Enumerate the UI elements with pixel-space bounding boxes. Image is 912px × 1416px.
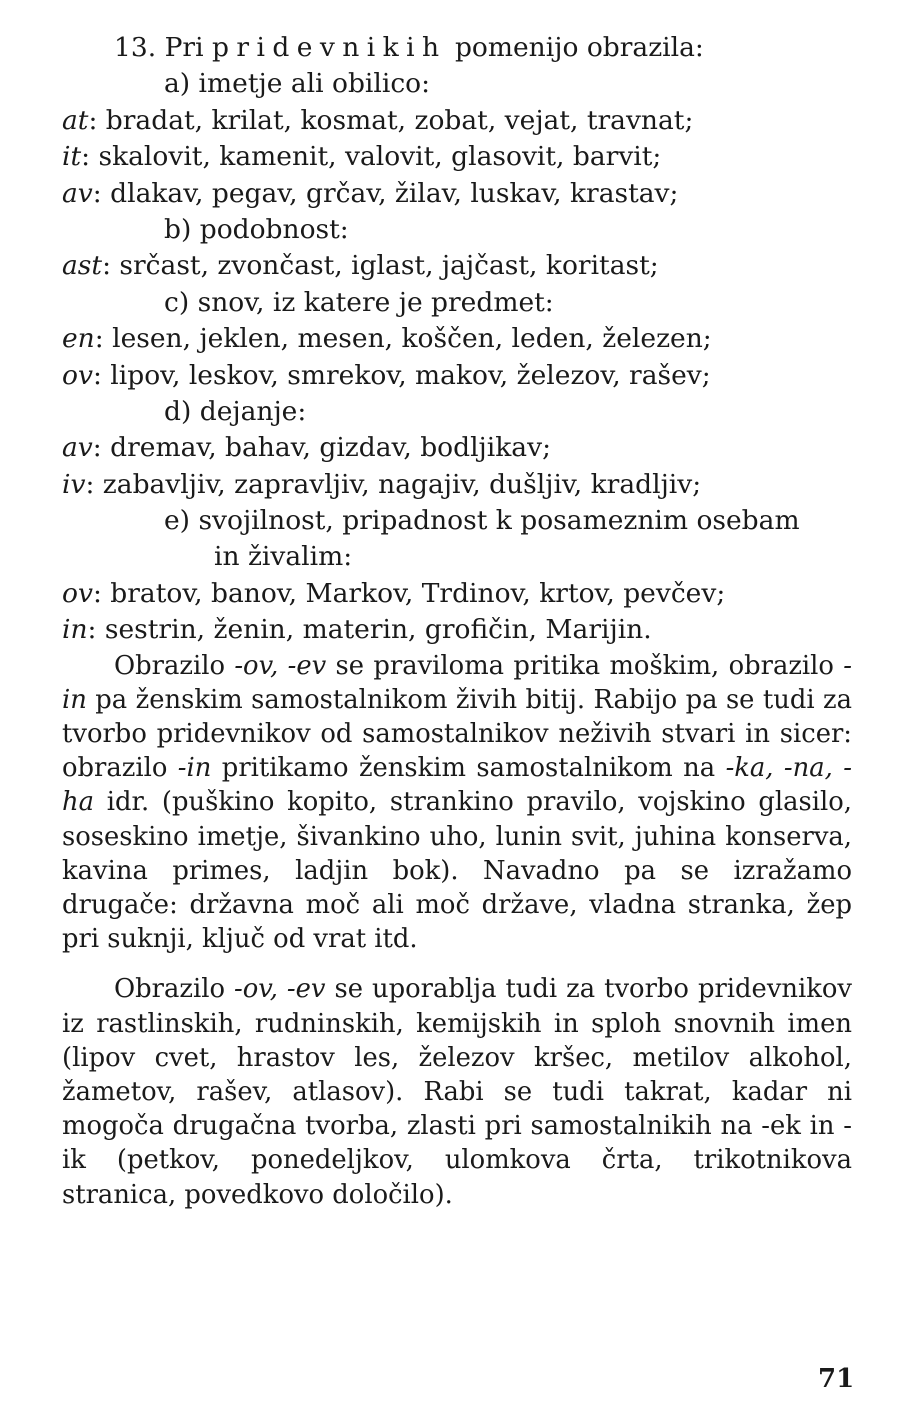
- suffix-examples: : dlakav, pegav, grčav, žilav, luskav, krastav;: [92, 177, 679, 209]
- suffix-tag: at: [62, 104, 89, 136]
- suffix-tag: av: [62, 432, 93, 464]
- paragraph-text: pa ženskim samostalnikom živih bitij. Rabijo pa se tudi za tvorbo pridevnikov od samostalnikov neživih stvari in sicer: obrazilo: [62, 684, 852, 784]
- suffix-examples: : srčast, zvončast, iglast, jajčast, koritast;: [102, 250, 659, 282]
- suffix-tag: iv: [62, 468, 86, 500]
- group-heading: d) dejanje:: [164, 395, 307, 427]
- section-pre: Pri: [164, 32, 204, 63]
- suffix-tag: it: [62, 141, 82, 173]
- body-paragraph: [62, 649, 852, 957]
- suffix-examples: : sestrin, ženin, materin, grofičin, Marijin.: [87, 614, 652, 646]
- suffix-italic: -ov, -ev: [233, 974, 326, 1005]
- section-spaced-word: pridevnikih: [212, 32, 447, 63]
- section-heading: [62, 30, 852, 66]
- body-paragraph: [62, 972, 852, 1211]
- suffix-italic: -ov, -ev: [234, 650, 327, 681]
- group-heading-continuation: in živalim:: [214, 541, 353, 573]
- page-body: [62, 30, 852, 1212]
- suffix-tag: av: [62, 177, 93, 209]
- paragraph-text: Obrazilo: [114, 974, 234, 1005]
- suffix-row: [62, 358, 852, 394]
- paragraph-text: Obrazilo: [114, 650, 235, 681]
- suffix-examples: : lesen, jeklen, mesen, koščen, leden, železen;: [94, 323, 712, 355]
- suffix-examples: : skalovit, kamenit, valovit, glasovit, barvit;: [81, 141, 662, 173]
- suffix-tag: ov: [62, 359, 93, 391]
- paragraph-text: pritikamo ženskim samostalnikom na: [211, 753, 726, 784]
- suffix-examples: : bradat, krilat, kosmat, zobat, vejat, travnat;: [88, 104, 694, 136]
- suffix-tag: en: [62, 323, 95, 355]
- suffix-tag: ov: [62, 577, 93, 609]
- suffix-row: [62, 321, 852, 357]
- paragraph-text: se uporablja tudi za tvorbo pridevnikov iz rastlinskih, rudninskih, kemijskih in sploh snovnih imen (lipov cvet, hrastov les, železov kršec, metilov alkohol, žametov, rašev, atlasov). Rabi se tudi takrat, kadar ni mogoča drugačna tvorba, zlasti pri samostalnikih na -ek in -ik (petkov, ponedeljkov, ulomkova črta, trikotnikova stranica, povedkovo določilo).: [62, 974, 852, 1210]
- page-number: 71: [818, 1364, 855, 1394]
- suffix-row: [62, 103, 852, 139]
- group-heading: e) svojilnost, pripadnost k posameznim osebam: [164, 505, 800, 537]
- suffix-tag: in: [62, 614, 88, 646]
- paragraph-text: se praviloma pritika moškim, obrazilo: [326, 650, 844, 681]
- suffix-italic: -in: [62, 650, 852, 715]
- suffix-row: [62, 176, 852, 212]
- group-heading: b) podobnost:: [164, 213, 349, 245]
- suffix-italic: -in: [177, 753, 212, 784]
- paragraph-text: idr. (puškino kopito, strankino pravilo, vojskino glasilo, soseskino imetje, šivankino uho, lunin svit, juhina konserva, kavina primes, ladjin bok). Navadno pa se izražamo drugače: državna moč ali moč države, vladna stranka, žep pri suknji, ključ od vrat itd.: [62, 787, 852, 955]
- suffix-tag: ast: [62, 250, 103, 282]
- suffix-row: [62, 612, 852, 648]
- group-heading: c) snov, iz katere je predmet:: [164, 286, 554, 318]
- suffix-row: [62, 467, 852, 503]
- suffix-examples: : lipov, leskov, smrekov, makov, železov, rašev;: [92, 359, 711, 391]
- suffix-examples: : dremav, bahav, gizdav, bodljikav;: [92, 432, 551, 464]
- group-heading: a) imetje ali obilico:: [164, 68, 431, 100]
- suffix-italic: -ka, -na, -ha: [62, 753, 852, 818]
- suffix-examples: : zabavljiv, zapravljiv, nagajiv, dušljiv, kradljiv;: [85, 468, 702, 500]
- suffix-row: [62, 139, 852, 175]
- suffix-row: [62, 430, 852, 466]
- suffix-row: [62, 576, 852, 612]
- section-number: 13.: [114, 32, 157, 63]
- suffix-row: [62, 248, 852, 284]
- section-post: pomenijo obrazila:: [454, 32, 704, 63]
- suffix-examples: : bratov, banov, Markov, Trdinov, krtov, pevčev;: [92, 577, 726, 609]
